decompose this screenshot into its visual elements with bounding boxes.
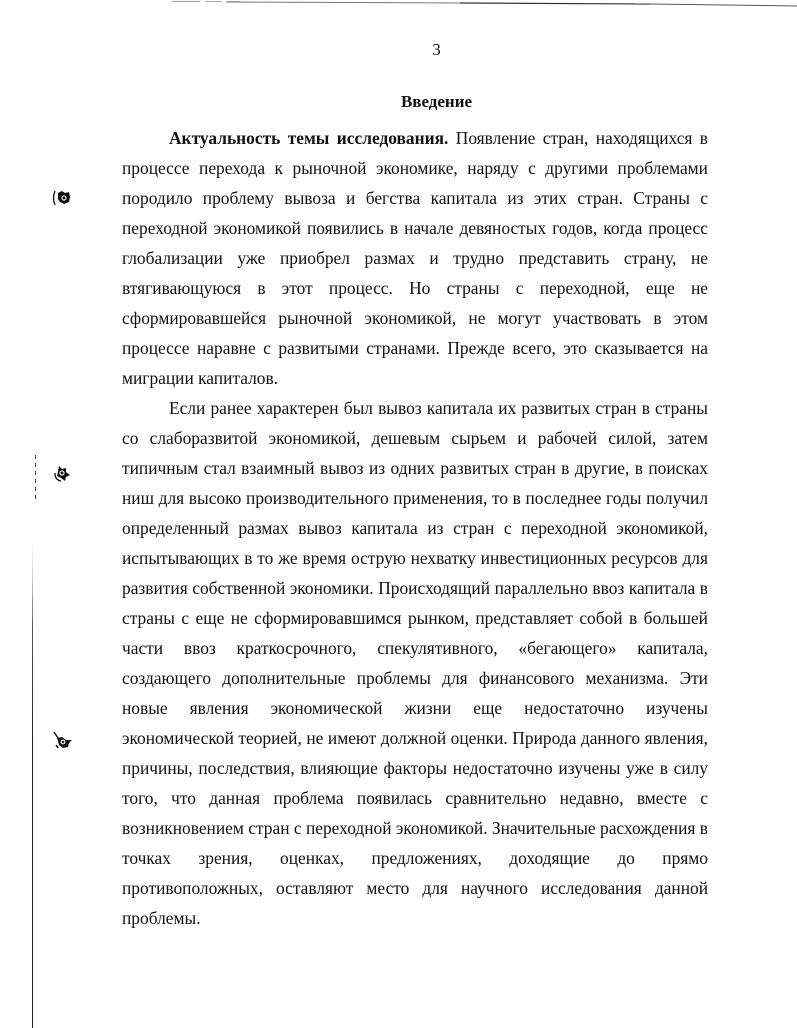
paragraph-text: Появление стран, находящихся в процессе перехода к рыночной экономике, наряду с другими проблемами породило проблему вывоза и бегства капитала из этих стран. Страны с переходной экономикой появились в начале девяностых годов, когда процесс глобализации уже приобрел размах и трудно представить страну, не втягивающуюся в этот процесс. Но страны с переходной, еще не сформировавшейся рыночной экономикой, не могут участвовать в этом процессе наравне с развитыми странами. Прежде всего, это сказывается на миграции капиталов. <box>122 128 708 388</box>
paragraph-lead: Актуальность темы исследования. <box>169 128 449 148</box>
section-heading: Введение <box>400 92 473 111</box>
paragraph <box>122 393 708 933</box>
body-text <box>122 123 708 933</box>
binder-punch-hole-icon <box>51 463 73 485</box>
scan-left-edge-line <box>32 540 33 1028</box>
scan-left-edge-dashes <box>35 455 36 500</box>
paragraph <box>122 123 708 393</box>
binder-punch-hole-icon <box>52 730 74 752</box>
paragraph-text: Если ранее характерен был вывоз капитала их развитых стран в страны со слаборазвитой экономикой, дешевым сырьем и рабочей силой, затем типичным стал взаимный вывоз из одних развитых стран в другие, в поисках ниш для высоко производительного применения, то в последнее годы получил определенный размах вывоз капитала из стран с переходной экономикой, испытывающих в то же время острую нехватку инвестиционных ресурсов для развития собственной экономики. Происходящий параллельно ввоз капитала в страны с еще не сформировавшимся рынком, представляет собой в большей части ввоз краткосрочного, спекулятивного, «бегающего» капитала, создающего дополнительные проблемы для финансового механизма. Эти новые явления экономической жизни еще недостаточно изучены экономической теорией, не имеют должной оценки. Природа данного явления, причины, последствия, влияющие факторы недостаточно изучены уже в силу того, что данная проблема появилась сравнительно недавно, вместе с возникновением стран с переходной экономикой. Значительные расхождения в точках зрения, оценках, предложениях, доходящие до прямо противоположных, оставляют место для научного исследования данной проблемы. <box>122 398 708 928</box>
binder-punch-hole-icon <box>51 187 73 209</box>
scan-top-edge-line <box>0 0 797 8</box>
page-number: 3 <box>432 40 441 59</box>
